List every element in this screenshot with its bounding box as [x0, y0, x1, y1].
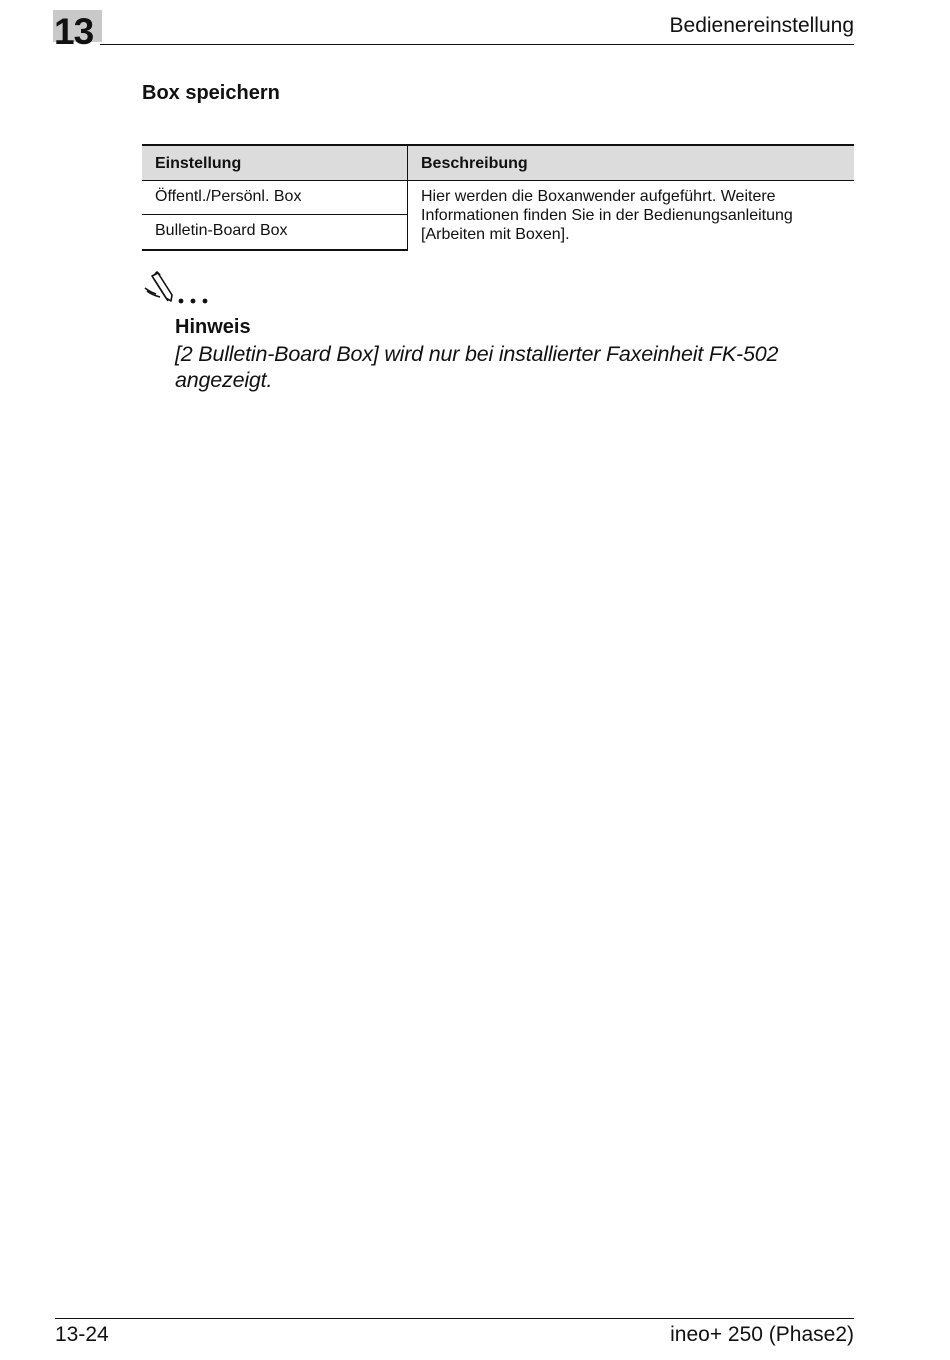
- product-name: ineo+ 250 (Phase2): [670, 1323, 854, 1346]
- pencil-note-icon: [142, 270, 214, 310]
- note-label: Hinweis: [175, 316, 251, 338]
- footer-divider: [55, 1318, 854, 1319]
- table-row: [142, 181, 854, 215]
- settings-table: [142, 144, 854, 251]
- setting-cell: Öffentl./Persönl. Box: [142, 181, 408, 215]
- table-header-row: [142, 145, 854, 181]
- section-title: Box speichern: [142, 82, 280, 104]
- page-header-title: Bedienereinstellung: [669, 14, 854, 37]
- note-text: [2 Bulletin-Board Box] wird nur bei installierter Faxeinheit FK-502 angezeigt.: [175, 342, 779, 392]
- setting-cell: Bulletin-Board Box: [142, 215, 408, 250]
- page-number: 13-24: [55, 1323, 109, 1346]
- description-cell: Hier werden die Boxanwender aufgeführt. Weitere Informationen finden Sie in der Bedienungsanleitung [Arbeiten mit Boxen].: [421, 188, 793, 243]
- column-header-setting: Einstellung: [142, 145, 408, 181]
- chapter-number: 13: [54, 11, 94, 52]
- column-header-description: Beschreibung: [408, 145, 855, 181]
- header-divider: [100, 44, 854, 45]
